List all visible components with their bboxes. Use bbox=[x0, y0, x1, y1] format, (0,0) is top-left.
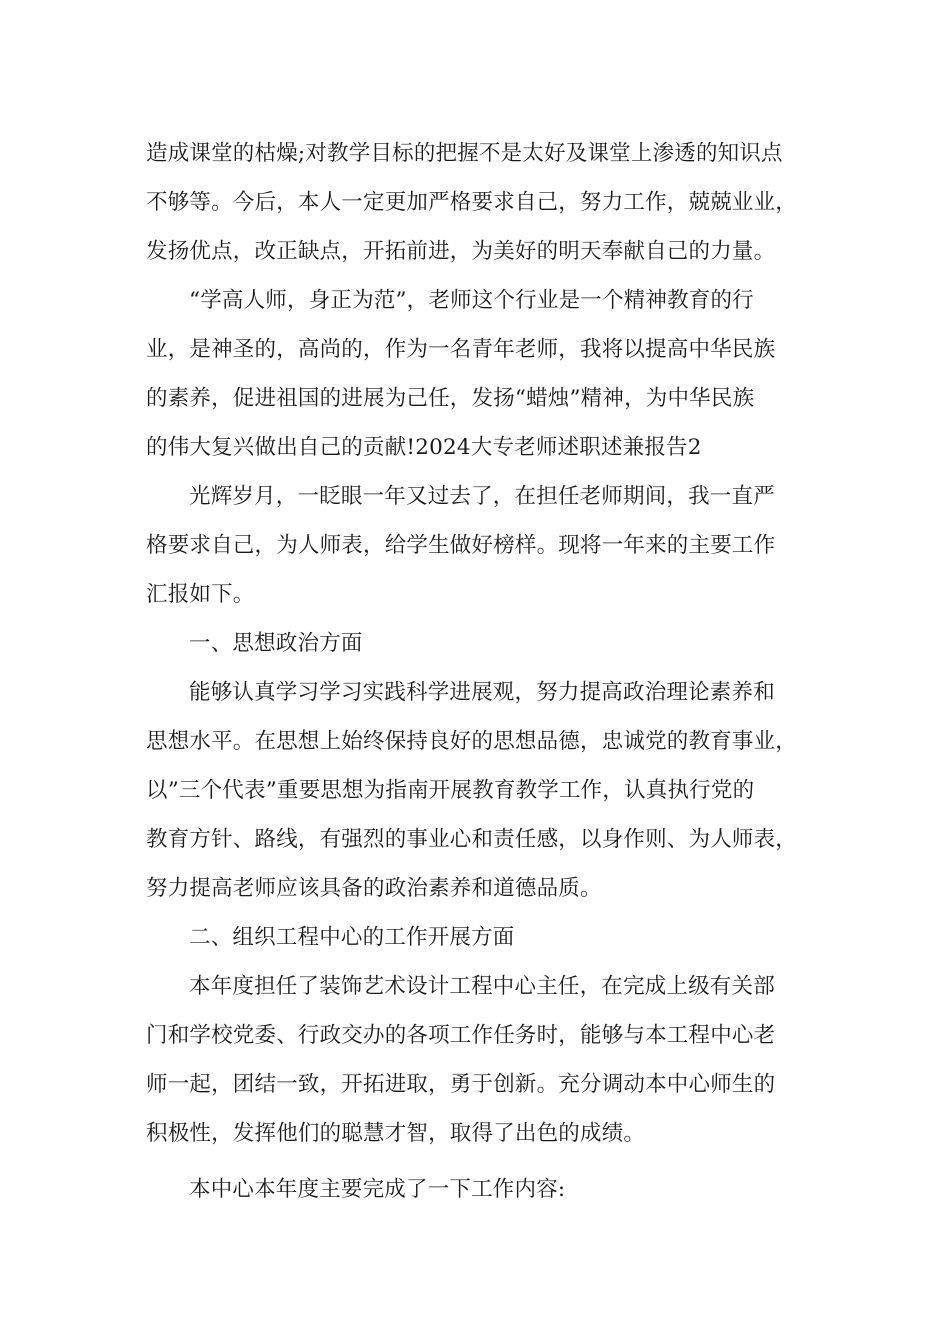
paragraph-start-line: 本年度担任了装饰艺术设计工程中心主任，在完成上级有关部 bbox=[189, 974, 775, 999]
paragraph-start-line: 能够认真学习学习实践科学进展观，努力提高政治理论素养和 bbox=[189, 680, 775, 705]
text-line: 努力提高老师应该具备的政治素养和道德品质。 bbox=[146, 876, 602, 901]
text-line: 的伟大复兴做出自己的贡献!2024大专老师述职述兼报告2 bbox=[146, 435, 702, 460]
text-line: 的素养，促进祖国的进展为己任，发扬“蜡烛”精神，为中华民族 bbox=[146, 386, 755, 411]
paragraph-start-line: “学高人师，身正为范”，老师这个行业是一个精神教育的行 bbox=[189, 288, 754, 313]
text-line: 格要求自己，为人师表，给学生做好榜样。现将一年来的主要工作 bbox=[146, 533, 776, 558]
text-line: 业，是神圣的，高尚的，作为一名青年老师，我将以提高中华民族 bbox=[146, 337, 776, 362]
text-line: 思想水平。在思想上始终保持良好的思想品德，忠诚党的教育事业， bbox=[146, 729, 798, 754]
text-line: 不够等。今后，本人一定更加严格要求自己，努力工作，兢兢业业， bbox=[146, 190, 798, 215]
section-heading: 二、组织工程中心的工作开展方面 bbox=[189, 925, 515, 950]
text-line: 汇报如下。 bbox=[146, 582, 255, 607]
paragraph-start-line: 光辉岁月，一眨眼一年又过去了，在担任老师期间，我一直严 bbox=[189, 484, 775, 509]
text-line: 师一起，团结一致，开拓进取，勇于创新。充分调动本中心师生的 bbox=[146, 1072, 776, 1097]
text-line: 积极性，发挥他们的聪慧才智，取得了出色的成绩。 bbox=[146, 1121, 646, 1146]
paragraph-start-line: 本中心本年度主要完成了一下工作内容: bbox=[189, 1177, 566, 1202]
section-heading: 一、思想政治方面 bbox=[189, 631, 363, 656]
text-line: 以”三个代表”重要思想为指南开展教育教学工作，认真执行党的 bbox=[146, 778, 755, 803]
document-body bbox=[146, 129, 814, 1214]
text-line: 发扬优点，改正缺点，开拓前进，为美好的明天奉献自己的力量。 bbox=[146, 239, 776, 264]
text-line: 教育方针、路线，有强烈的事业心和责任感，以身作则、为人师表， bbox=[146, 827, 798, 852]
text-line: 造成课堂的枯燥;对教学目标的把握不是太好及课堂上渗透的知识点 bbox=[146, 141, 783, 166]
text-line: 门和学校党委、行政交办的各项工作任务时，能够与本工程中心老 bbox=[146, 1023, 776, 1048]
